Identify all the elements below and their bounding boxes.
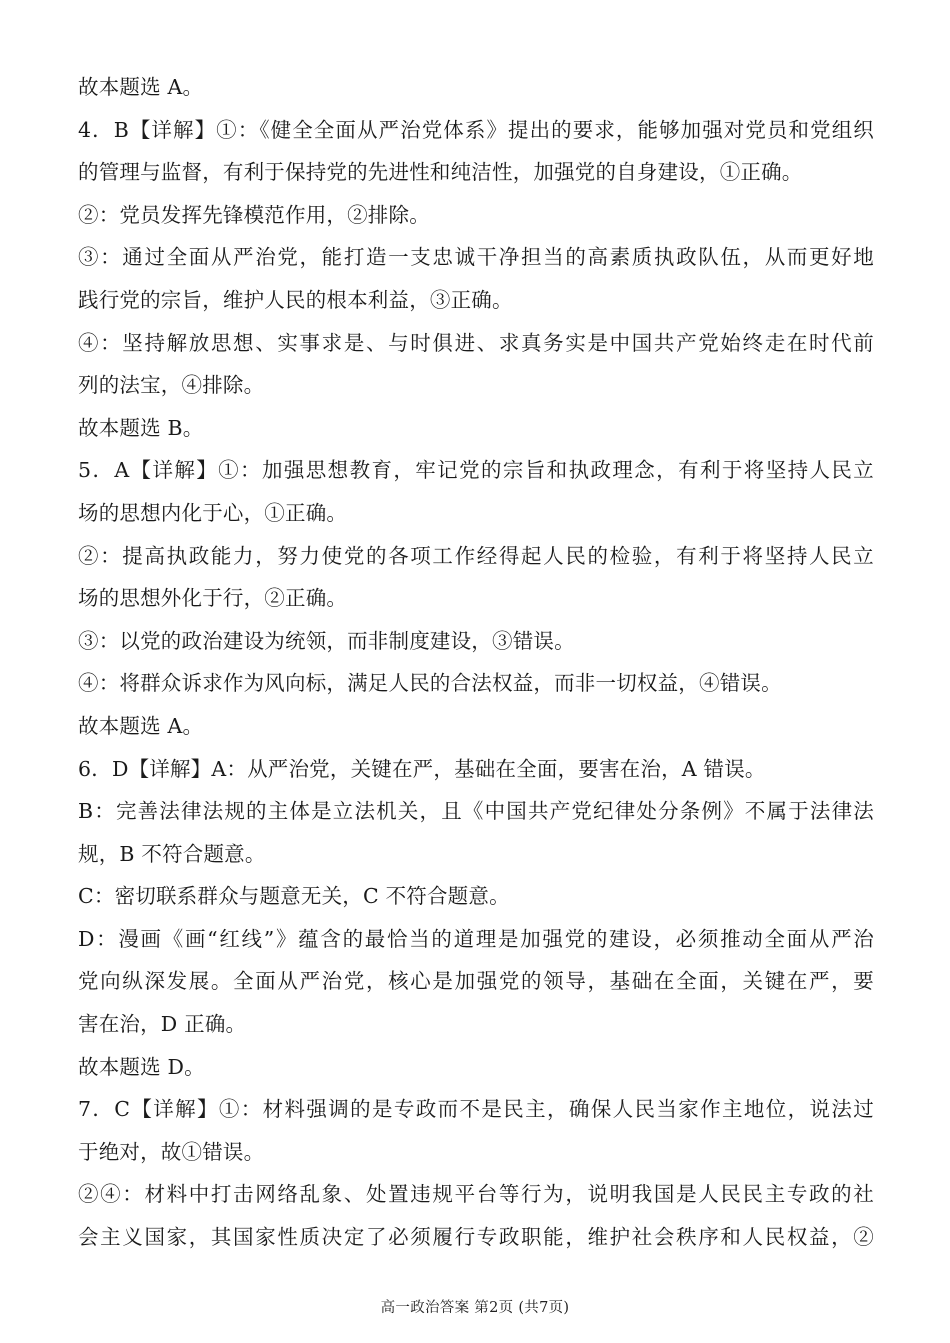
text-line: ④：将群众诉求作为风向标，满足人民的合法权益，而非一切权益，④错误。 (78, 671, 782, 696)
text-line: 故本题选 D。 (78, 1054, 205, 1079)
text-line: 6．D【详解】A：从严治党，关键在严，基础在全面，要害在治，A 错误。 (78, 756, 766, 781)
text-line: 故本题选 A。 (78, 75, 204, 99)
text-line: 故本题选 A。 (78, 713, 204, 738)
text-line: ②④：材料中打击网络乱象、处置违规平台等行为，说明我国是人民民主专政的社 (78, 1182, 874, 1207)
text-line: 于绝对，故①错误。 (78, 1139, 265, 1164)
text-line: 害在治，D 正确。 (78, 1012, 247, 1037)
text-line: 7．C【详解】①：材料强调的是专政而不是民主，确保人民当家作主地位，说法过 (78, 1097, 874, 1122)
text-line: ③：通过全面从严治党，能打造一支忠诚干净担当的高素质执政队伍，从而更好地 (78, 245, 874, 270)
text-line: 规，B 不符合题意。 (78, 841, 266, 866)
text-line: 列的法宝，④排除。 (78, 373, 265, 398)
text-line: 5．A【详解】①：加强思想教育，牢记党的宗旨和执政理念，有利于将坚持人民立 (78, 458, 874, 483)
document-body (78, 66, 874, 1259)
text-line: ②：党员发挥先锋模范作用，②排除。 (78, 202, 430, 227)
text-line: 会主义国家，其国家性质决定了必须履行专政职能，维护社会秩序和人民权益，② (78, 1225, 874, 1250)
text-line: 党向纵深发展。全面从严治党，核心是加强党的领导，基础在全面，关键在严，要 (78, 969, 874, 994)
text-line: D：漫画《画“红线”》蕴含的最恰当的道理是加强党的建设，必须推动全面从严治 (78, 926, 874, 951)
text-line: ③：以党的政治建设为统领，而非制度建设，③错误。 (78, 628, 575, 653)
text-line: 场的思想外化于行，②正确。 (78, 586, 348, 611)
text-line: 践行党的宗旨，维护人民的根本利益，③正确。 (78, 287, 513, 312)
text-line: ④：坚持解放思想、实事求是、与时俱进、求真务实是中国共产党始终走在时代前 (78, 330, 874, 355)
text-line: 故本题选 B。 (78, 415, 204, 440)
page-footer: 高一政治答案 第2页 (共7页) (380, 1300, 570, 1316)
text-line: 场的思想内化于心，①正确。 (78, 500, 348, 525)
text-line: B：完善法律法规的主体是立法机关，且《中国共产党纪律处分条例》不属于法律法 (78, 799, 874, 824)
text-line: C：密切联系群众与题意无关，C 不符合题意。 (78, 884, 510, 909)
text-line: 4．B【详解】①：《健全全面从严治党体系》提出的要求，能够加强对党员和党组织 (78, 117, 874, 142)
text-line: ②：提高执政能力，努力使党的各项工作经得起人民的检验，有利于将坚持人民立 (78, 543, 874, 568)
text-line: 的管理与监督，有利于保持党的先进性和纯洁性，加强党的自身建设，①正确。 (78, 160, 803, 185)
